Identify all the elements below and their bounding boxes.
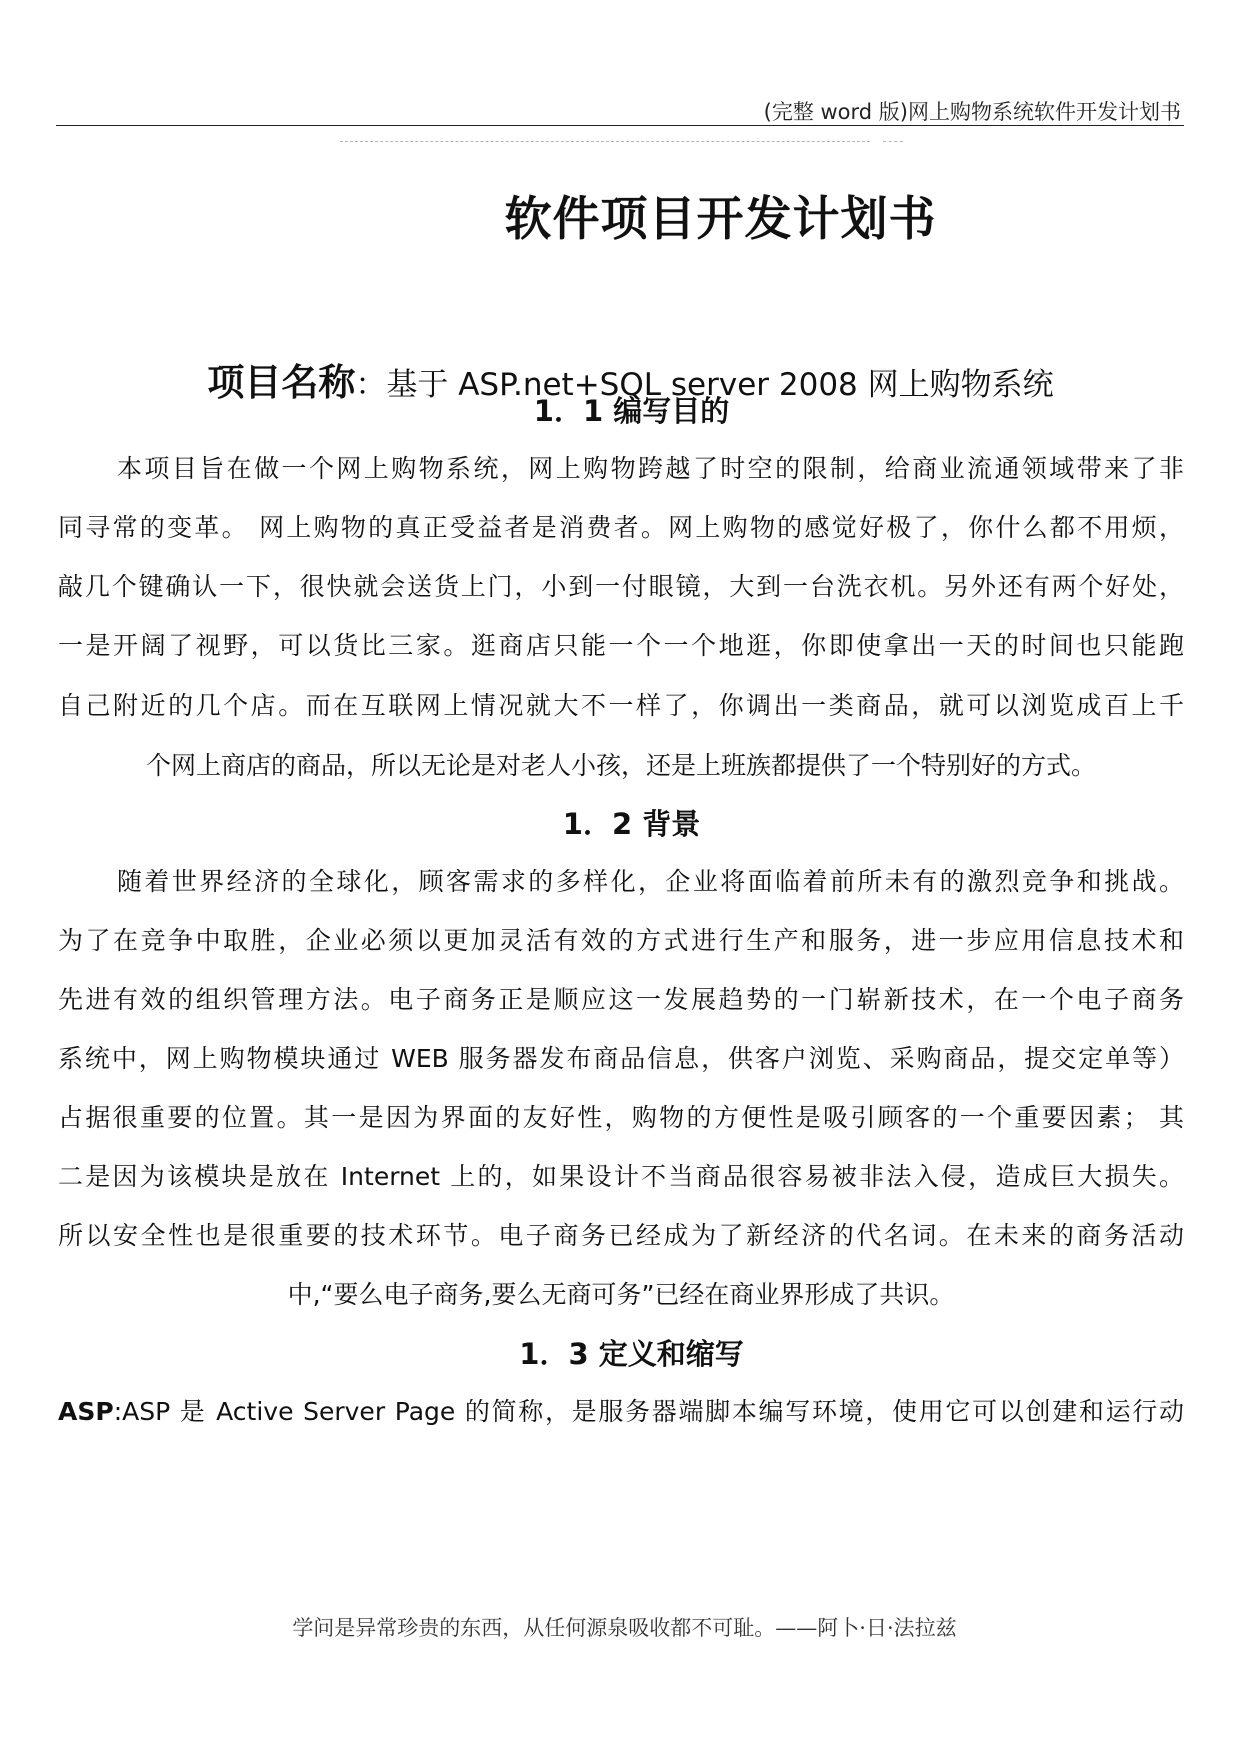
header-dashed-line (340, 141, 870, 142)
paragraph-line: 随着世界经济的全球化，顾客需求的多样化，企业将面临着前所未有的激烈竞争和挑战。 (117, 867, 1184, 896)
running-header: (完整 word 版)网上购物系统软件开发计划书 (763, 100, 1181, 124)
paragraph-line: 自己附近的几个店。而在互联网上情况就大不一样了，你调出一类商品，就可以浏览成百上千 (58, 691, 1184, 720)
section-heading-background: 1．2 背景 (562, 807, 701, 841)
paragraph-line: 先进有效的组织管理方法。电子商务正是顺应这一发展趋势的一门崭新技术，在一个电子商务 (58, 985, 1184, 1014)
paragraph-line: 中,“要么电子商务,要么无商可务”已经在商业界形成了共识。 (287, 1280, 955, 1309)
section-heading-purpose: 1．1 编写目的 (533, 394, 730, 428)
paragraph-line: 占据很重要的位置。其一是因为界面的友好性，购物的方便性是吸引顾客的一个重要因素； 其 (58, 1103, 1184, 1132)
paragraph-line: 本项目旨在做一个网上购物系统，网上购物跨越了时空的限制，给商业流通领域带来了非 (117, 454, 1184, 483)
definition-text: :ASP 是 Active Server Page 的简称，是服务器端脚本编写环境，使用它可以创建和运行动 (113, 1397, 1184, 1426)
definition-line (58, 1392, 1184, 1428)
paragraph-line: 为了在竞争中取胜，企业必须以更加灵活有效的方式进行生产和服务，进一步应用信息技术和 (58, 926, 1184, 955)
project-name-value: ：基于 ASP.net+SQL server 2008 网上购物系统 (355, 367, 1054, 403)
header-dashed-line-tail (883, 141, 903, 142)
document-title: 软件项目开发计划书 (504, 192, 937, 247)
footer-quote: 学问是异常珍贵的东西，从任何源泉吸收都不可耻。——阿卜·日·法拉兹 (292, 1616, 957, 1640)
paragraph-line: 系统中，网上购物模块通过 WEB 服务器发布商品信息，供客户浏览、采购商品，提交定单等） (58, 1044, 1184, 1073)
definition-term: ASP (58, 1397, 114, 1426)
paragraph-line: 个网上商店的商品，所以无论是对老人小孩，还是上班族都提供了一个特别好的方式。 (145, 751, 1096, 780)
project-name-label: 项目名称 (207, 361, 356, 404)
header-rule (56, 125, 1184, 126)
section-heading-definitions: 1．3 定义和缩写 (519, 1337, 744, 1371)
paragraph-line: 所以安全性也是很重要的技术环节。电子商务已经成为了新经济的代名词。在未来的商务活动 (58, 1221, 1184, 1250)
paragraph-line: 一是开阔了视野，可以货比三家。逛商店只能一个一个地逛，你即使拿出一天的时间也只能跑 (58, 631, 1184, 660)
paragraph-line: 敲几个键确认一下，很快就会送货上门，小到一付眼镜，大到一台洗衣机。另外还有两个好处， (58, 572, 1184, 601)
paragraph-line: 二是因为该模块是放在 Internet 上的，如果设计不当商品很容易被非法入侵，造成巨大损失。 (58, 1162, 1184, 1191)
paragraph-line: 同寻常的变革。 网上购物的真正受益者是消费者。网上购物的感觉好极了，你什么都不用烦， (58, 513, 1184, 542)
